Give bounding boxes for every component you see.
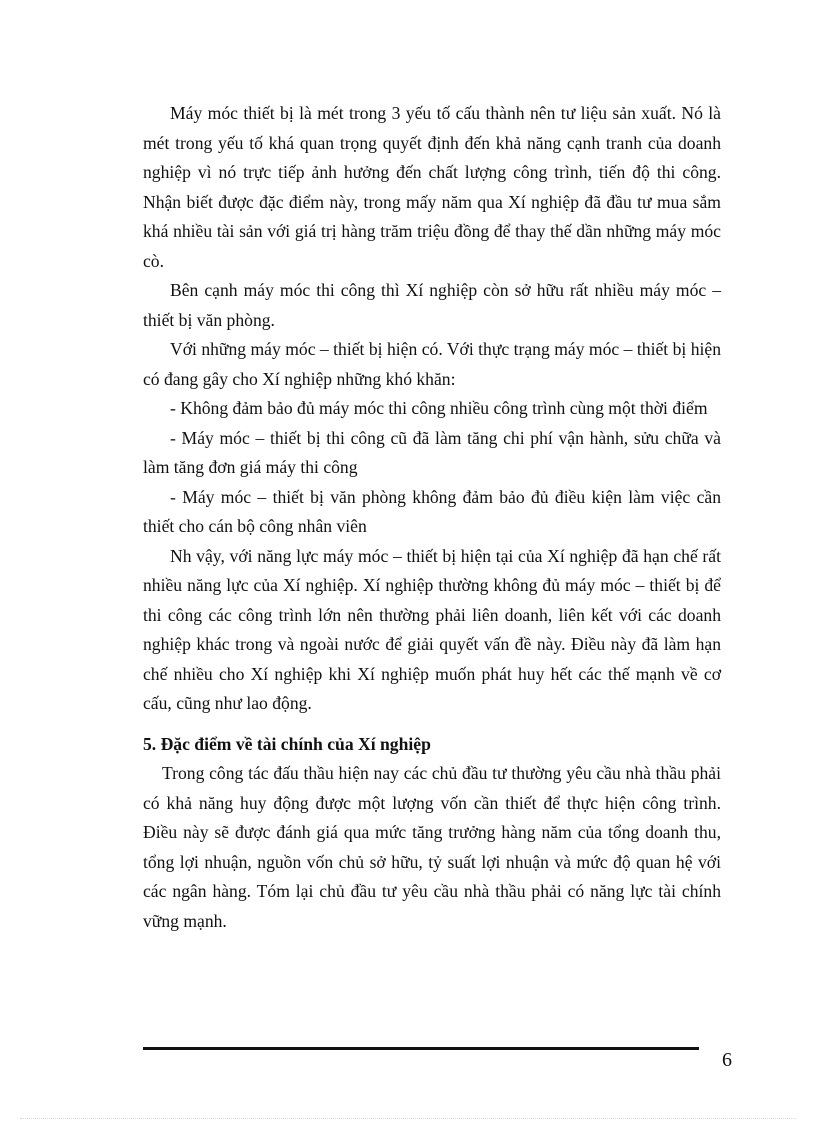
list-item: - Máy móc – thiết bị thi công cũ đã làm tăng chi phí vận hành, sửu chữa và làm tăng đơn giá máy thi công [143, 427, 721, 477]
paragraph-conclusion: Nh vậy, với năng lực máy móc – thiết bị hiện tại của Xí nghiệp đã hạn chế rất nhiều năng lực của Xí nghiệp. Xí nghiệp thường không đủ máy móc – thiết bị để thi công các công trình lớn nên thường phải liên doanh, liên kết với các doanh nghiệp khác trong và ngoài nước để giải quyết vấn đề này. Điều này đã làm hạn chế nhiều cho Xí nghiệp khi Xí nghiệp muốn phát huy hết các thế mạnh về cơ cấu, cũng như lao động. [143, 545, 721, 713]
paragraph-financial: Trong công tác đấu thầu hiện nay các chủ đầu tư thường yêu cầu nhà thầu phải có khả năng huy động được một lượng vốn cần thiết để thực hiện công trình. Điều này sẽ được đánh giá qua mức tăng trưởng hàng năm của tổng doanh thu, tổng lợi nhuận, nguồn vốn chủ sở hữu, tỷ suất lợi nhuận và mức độ quan hệ với các ngân hàng. Tóm lại chủ đầu tư yêu cầu nhà thầu phải có năng lực tài chính vững mạnh. [143, 763, 721, 931]
page-bottom-edge [20, 1118, 796, 1119]
list-item: - Máy móc – thiết bị văn phòng không đảm bảo đủ điều kiện làm việc cần thiết cho cán bộ công nhân viên [143, 486, 721, 536]
list-item: - Không đảm bảo đủ máy móc thi công nhiều công trình cùng một thời điểm [170, 398, 708, 418]
page-number: 6 [722, 1049, 732, 1071]
section-heading: 5. Đặc điểm về tài chính của Xí nghiệp [143, 733, 431, 754]
paragraph-machinery-intro: Máy móc thiết bị là mét trong 3 yếu tố cấu thành nên tư liệu sản xuất. Nó là mét trong yếu tố khá quan trọng quyết định đến khả năng cạnh tranh của doanh nghiệp vì nó trực tiếp ảnh hưởng đến chất lượng công trình, tiến độ thi công. Nhận biết được đặc điểm này, trong mấy năm qua Xí nghiệp đã đầu tư mua sắm khá nhiều tài sản với giá trị hàng trăm triệu đồng để thay thế dần những máy móc cò. [143, 103, 721, 271]
paragraph-office-equipment: Bên cạnh máy móc thi công thì Xí nghiệp còn sở hữu rất nhiều máy móc – thiết bị văn phòng. [143, 280, 721, 330]
paragraph-current-difficulties: Với những máy móc – thiết bị hiện có. Với thực trạng máy móc – thiết bị hiện có đang gây cho Xí nghiệp những khó khăn: [143, 339, 721, 389]
body-text [143, 99, 721, 936]
footer-divider [143, 1047, 699, 1050]
